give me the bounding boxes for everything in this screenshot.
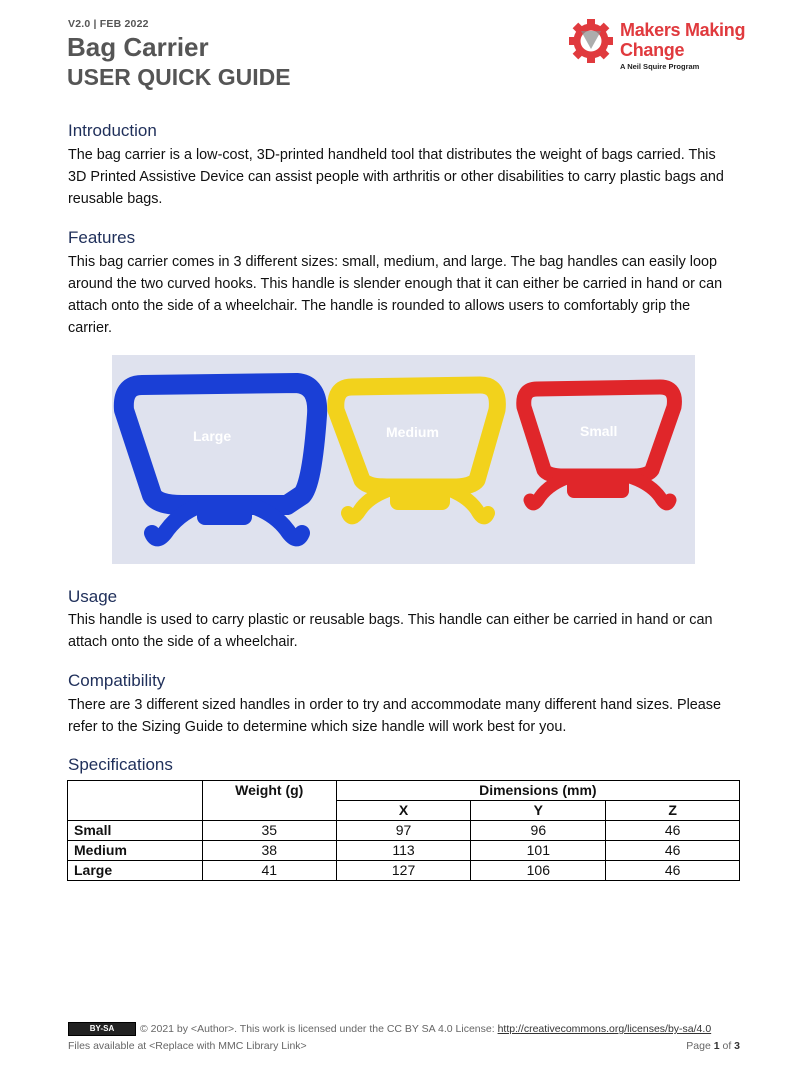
text-line: This handle is used to carry plastic or reusable bags. This handle can either be carried in hand or can	[68, 612, 713, 628]
introduction-text	[68, 144, 740, 210]
text-line: carrier.	[68, 320, 112, 336]
compatibility-text	[68, 694, 740, 738]
page-total: 3	[734, 1040, 740, 1052]
z-cell: 46	[606, 861, 740, 881]
bag-carrier-photo	[112, 355, 695, 564]
features-text	[68, 251, 740, 339]
logo-text-line2: Change	[620, 40, 685, 60]
page-current: 1	[713, 1040, 720, 1052]
text-line: The bag carrier is a low-cost, 3D-printed handheld tool that distributes the weight of bags carried. This	[68, 147, 716, 163]
text-line: attach onto the side of a wheelchair.	[68, 634, 298, 650]
specifications-heading: Specifications	[68, 755, 173, 774]
small-carrier-shape	[524, 387, 675, 504]
license-line	[68, 1022, 711, 1036]
large-carrier-shape	[124, 383, 317, 538]
weight-cell: 35	[202, 821, 336, 841]
logo-text-line1: Makers Making	[620, 20, 746, 40]
table-row	[68, 861, 740, 881]
z-header: Z	[606, 801, 740, 821]
page-label: Page	[686, 1040, 714, 1052]
weight-cell: 41	[202, 861, 336, 881]
text-line: attach onto the side of a wheelchair. The handle is rounded to allows users to comfortably grip the	[68, 298, 691, 314]
usage-text	[68, 609, 740, 653]
makers-making-change-logo	[568, 16, 748, 74]
gear-icon	[568, 18, 614, 64]
z-cell: 46	[606, 841, 740, 861]
version-label: V2.0 | FEB 2022	[68, 18, 149, 30]
y-cell: 96	[471, 821, 606, 841]
introduction-heading: Introduction	[68, 121, 157, 140]
x-header: X	[336, 801, 471, 821]
table-header-empty	[68, 781, 203, 821]
photo-label-medium: Medium	[386, 424, 439, 440]
cc-by-sa-badge: BY-SA	[68, 1022, 136, 1036]
text-line: There are 3 different sized handles in order to try and accommodate many different hand sizes. Please	[68, 697, 722, 713]
page-of: of	[719, 1040, 735, 1052]
y-header: Y	[471, 801, 606, 821]
weight-cell: 38	[202, 841, 336, 861]
dimensions-header: Dimensions (mm)	[336, 781, 739, 801]
photo-label-small: Small	[580, 423, 618, 439]
text-line: reusable bags.	[68, 191, 163, 207]
x-cell: 113	[336, 841, 471, 861]
compatibility-heading: Compatibility	[68, 671, 166, 690]
z-cell: 46	[606, 821, 740, 841]
license-link[interactable]: http://creativecommons.org/licenses/by-sa/4.0	[497, 1022, 712, 1035]
text-line: This bag carrier comes in 3 different sizes: small, medium, and large. The bag handles can easily loop	[68, 254, 717, 270]
files-note: Files available at <Replace with MMC Library Link>	[68, 1040, 307, 1052]
text-line: 3D Printed Assistive Device can assist people with arthritis or other disabilities to carry plastic bags and	[68, 169, 724, 185]
text-line: refer to the Sizing Guide to determine which size handle will work best for you.	[68, 719, 567, 735]
page-number	[686, 1040, 740, 1052]
x-cell: 97	[336, 821, 471, 841]
text-line: around the two curved hooks. This handle is slender enough that it can either be carried in hand or can	[68, 276, 723, 292]
specifications-table	[67, 780, 740, 881]
license-text: © 2021 by <Author>. This work is licensed under the CC BY SA 4.0 License:	[140, 1022, 498, 1035]
table-row	[68, 841, 740, 861]
logo-tagline: A Neil Squire Program	[620, 62, 700, 71]
y-cell: 106	[471, 861, 606, 881]
y-cell: 101	[471, 841, 606, 861]
features-heading: Features	[68, 228, 136, 247]
page-title: Bag Carrier	[67, 32, 209, 62]
size-cell: Large	[68, 861, 203, 881]
table-row	[68, 821, 740, 841]
size-cell: Medium	[68, 841, 203, 861]
usage-heading: Usage	[68, 587, 118, 606]
weight-header: Weight (g)	[202, 781, 336, 821]
table-header-row	[68, 781, 740, 801]
x-cell: 127	[336, 861, 471, 881]
medium-carrier-shape	[336, 385, 498, 517]
size-cell: Small	[68, 821, 203, 841]
photo-label-large: Large	[193, 428, 232, 444]
page-subtitle: USER QUICK GUIDE	[67, 64, 291, 90]
